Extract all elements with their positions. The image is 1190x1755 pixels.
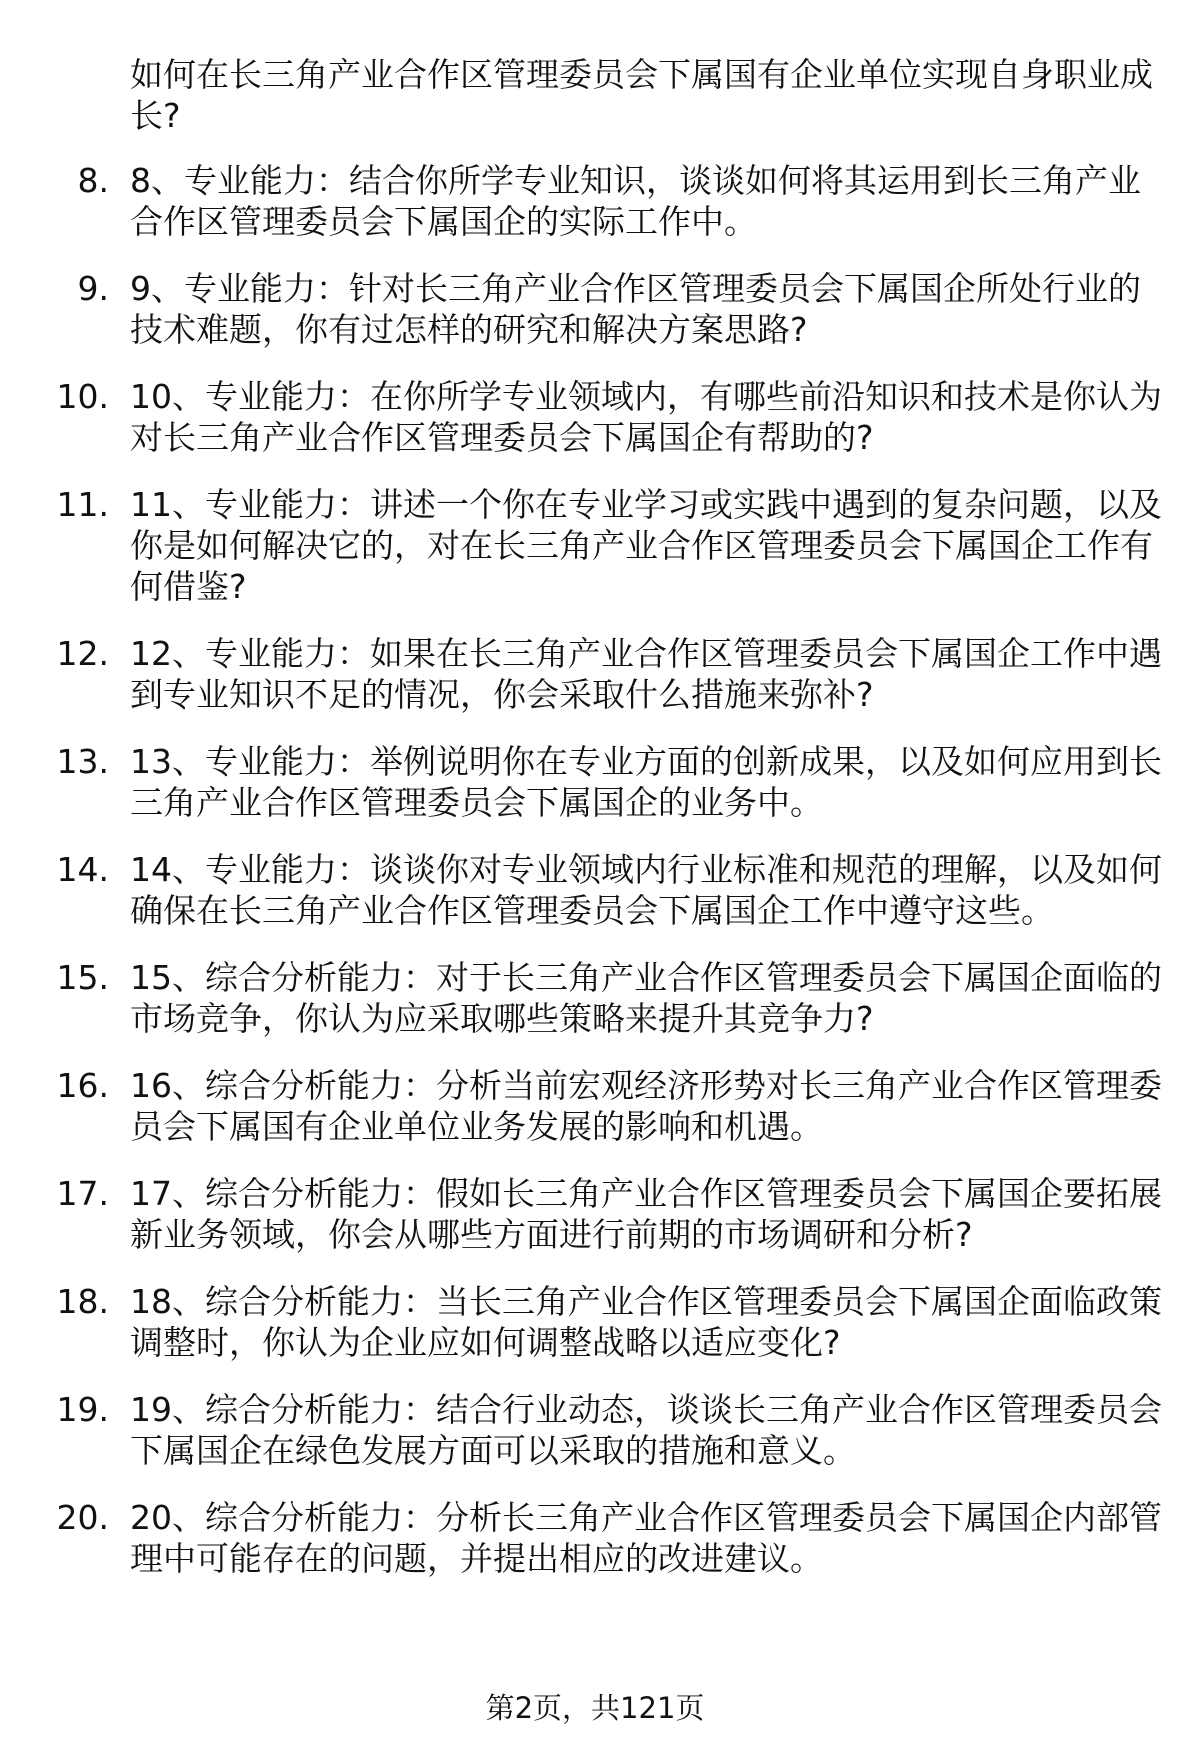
item-number: 14. [56,850,109,889]
item-number: 19. [56,1390,109,1429]
list-item [0,484,1190,607]
item-number: 12. [56,634,109,673]
item-text: 9、专业能力：针对长三角产业合作区管理委员会下属国企所处行业的技术难题，你有过怎样的研究和解决方案思路? [130,269,1141,349]
list-item [0,741,1190,823]
item-text: 15、综合分析能力：对于长三角产业合作区管理委员会下属国企面临的市场竞争，你认为应采取哪些策略来提升其竞争力? [130,958,1162,1038]
item-text: 12、专业能力：如果在长三角产业合作区管理委员会下属国企工作中遇到专业知识不足的情况，你会采取什么措施来弥补? [130,634,1162,714]
list-item [0,376,1190,458]
item-number: 11. [56,485,109,524]
item-text: 13、专业能力：举例说明你在专业方面的创新成果，以及如何应用到长三角产业合作区管理委员会下属国企的业务中。 [130,742,1162,822]
item-text: 17、综合分析能力：假如长三角产业合作区管理委员会下属国企要拓展新业务领域，你会从哪些方面进行前期的市场调研和分析? [130,1174,1162,1254]
item-number: 8. [77,161,109,200]
item-text: 8、专业能力：结合你所学专业知识，谈谈如何将其运用到长三角产业合作区管理委员会下属国企的实际工作中。 [130,161,1141,241]
item-text: 14、专业能力：谈谈你对专业领域内行业标准和规范的理解，以及如何确保在长三角产业合作区管理委员会下属国企工作中遵守这些。 [130,850,1162,930]
list-item [0,1065,1190,1147]
item-text: 10、专业能力：在你所学专业领域内，有哪些前沿知识和技术是你认为对长三角产业合作区管理委员会下属国企有帮助的? [130,377,1162,457]
page-footer: 第2页，共121页 [485,1691,705,1725]
item-number: 18. [56,1282,109,1321]
list-item [0,1389,1190,1471]
item-number: 16. [56,1066,109,1105]
continuation-paragraph: 如何在长三角产业合作区管理委员会下属国有企业单位实现自身职业成长? [130,55,1153,135]
item-text: 19、综合分析能力：结合行业动态，谈谈长三角产业合作区管理委员会下属国企在绿色发展方面可以采取的措施和意义。 [130,1390,1162,1470]
item-text: 18、综合分析能力：当长三角产业合作区管理委员会下属国企面临政策调整时，你认为企业应如何调整战略以适应变化? [130,1282,1162,1362]
item-text: 20、综合分析能力：分析长三角产业合作区管理委员会下属国企内部管理中可能存在的问题，并提出相应的改进建议。 [130,1498,1162,1578]
item-number: 13. [56,742,109,781]
item-number: 20. [56,1498,109,1537]
item-number: 15. [56,958,109,997]
list-item [0,160,1190,242]
item-text: 16、综合分析能力：分析当前宏观经济形势对长三角产业合作区管理委员会下属国有企业单位业务发展的影响和机遇。 [130,1066,1162,1146]
item-text: 11、专业能力：讲述一个你在专业学习或实践中遇到的复杂问题，以及你是如何解决它的，对在长三角产业合作区管理委员会下属国企工作有何借鉴? [130,485,1162,606]
item-number: 9. [77,269,109,308]
list-item [0,1281,1190,1363]
question-list [0,160,1190,1605]
list-item [0,957,1190,1039]
item-number: 17. [56,1174,109,1213]
list-item [0,268,1190,350]
list-item [0,1173,1190,1255]
list-item [0,1497,1190,1579]
list-item [0,633,1190,715]
item-number: 10. [56,377,109,416]
list-item [0,849,1190,931]
